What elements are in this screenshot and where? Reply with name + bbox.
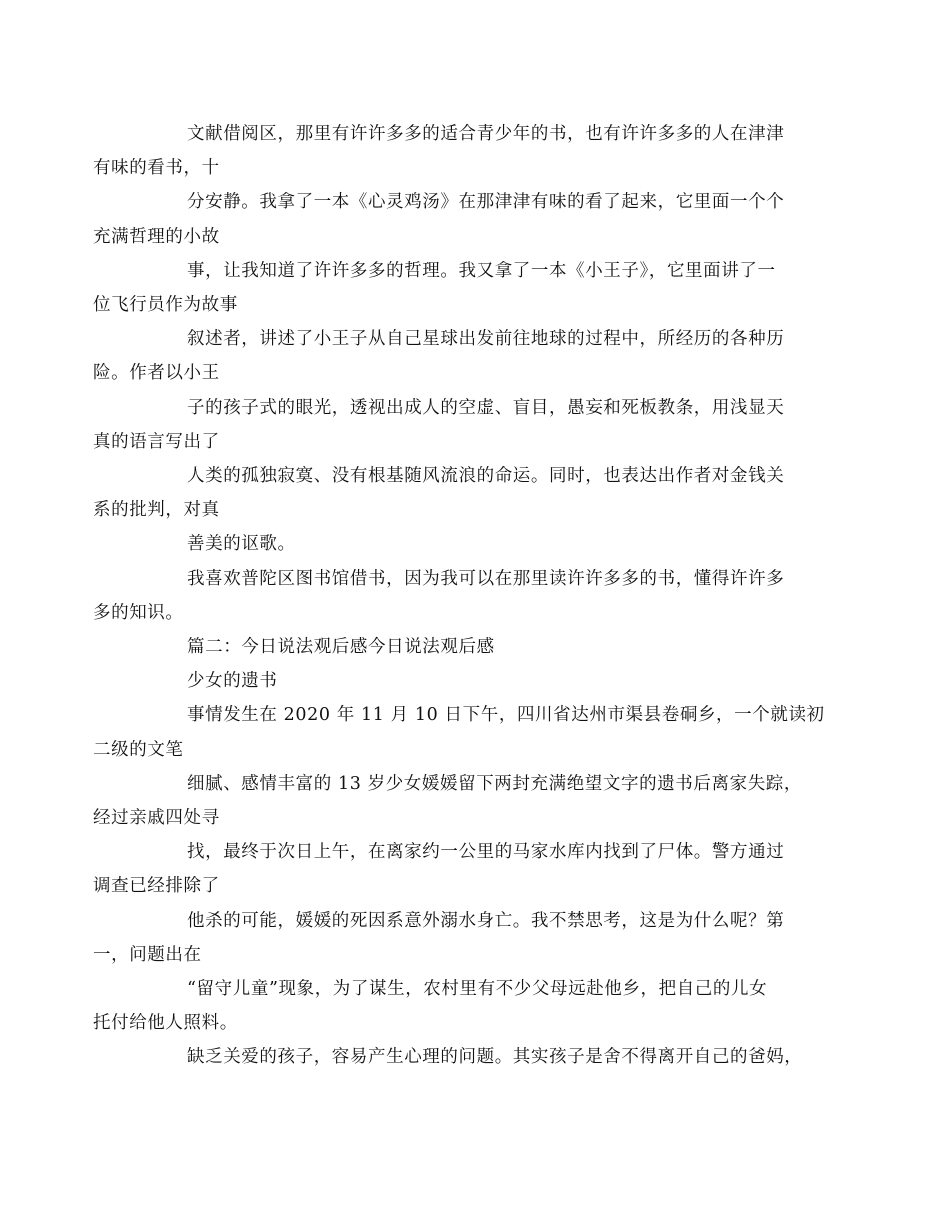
text-line: 找，最终于次日上午，在离家约一公里的马家水库内找到了尸体。警方通过 (187, 842, 785, 863)
paragraph (93, 117, 820, 185)
paragraph (93, 767, 820, 835)
text-line: 文献借阅区，那里有许许多多的适合青少年的书，也有许许多多的人在津津 (187, 124, 785, 144)
paragraph (93, 185, 820, 253)
text-line: 多的知识。 (93, 602, 184, 623)
text-line: 分安静。我拿了一本《心灵鸡汤》在那津津有味的看了起来，它里面一个个 (187, 192, 785, 213)
paragraph (93, 904, 820, 972)
text-line: 二级的文笔 (93, 739, 184, 760)
paragraph (93, 698, 825, 766)
article-title (140, 664, 820, 698)
text-line: 缺乏关爱的孩子，容易产生心理的问题。其实孩子是舍不得离开自己的爸妈， (187, 1047, 803, 1068)
text-line: 子的孩子式的眼光，透视出成人的空虚、盲目，愚妄和死板教条，用浅显天 (187, 397, 785, 418)
text-line: 系的批判，对真 (93, 500, 220, 521)
paragraph (93, 972, 820, 1040)
text-line: 经过亲戚四处寻 (93, 808, 220, 829)
text-line: 事，让我知道了许许多多的哲理。我又拿了一本《小王子》，它里面讲了一 (187, 260, 776, 281)
paragraph (93, 835, 820, 903)
text-line: 叙述者，讲述了小王子从自己星球出发前往地球的过程中，所经历的各种历 (187, 329, 785, 350)
paragraph (93, 391, 820, 459)
document-body (93, 117, 825, 1075)
paragraph (140, 1040, 820, 1074)
paragraph (140, 527, 820, 561)
paragraph (93, 459, 820, 527)
text-line: 人类的孤独寂寞、没有根基随风流浪的命运。同时，也表达出作者对金钱关 (187, 466, 785, 487)
paragraph (93, 254, 820, 322)
text-line: 位飞行员作为故事 (93, 295, 238, 316)
text-line: 充满哲理的小故 (93, 226, 220, 247)
text-line: 托付给他人照料。 (93, 1013, 238, 1034)
text-line: 善美的讴歌。 (187, 534, 296, 555)
text-line: 险。作者以小王 (93, 363, 220, 384)
text-line: 事情发生在 2020 年 11 月 10 日下午，四川省达州市渠县卷硐乡，一个就读初 (187, 705, 825, 726)
paragraph (93, 562, 820, 630)
text-line: 有味的看书，十 (93, 158, 220, 179)
text-line: 他杀的可能，媛媛的死因系意外溺水身亡。我不禁思考，这是为什么呢？第 (187, 910, 785, 931)
paragraph (93, 322, 820, 390)
text-line: 少女的遗书 (187, 671, 278, 692)
text-line: 真的语言写出了 (93, 431, 220, 452)
text-line: 我喜欢普陀区图书馆借书，因为我可以在那里读许许多多的书，懂得许许多 (187, 568, 785, 589)
section-heading (140, 630, 820, 664)
text-line: 篇二：今日说法观后感今日说法观后感 (187, 637, 495, 658)
text-line: 调查已经排除了 (93, 876, 220, 897)
text-line: “留守儿童”现象，为了谋生，农村里有不少父母远赴他乡，把自己的儿女 (187, 979, 768, 1000)
text-line: 一，问题出在 (93, 944, 202, 965)
text-line: 细腻、感情丰富的 13 岁少女媛媛留下两封充满绝望文字的遗书后离家失踪， (187, 773, 802, 794)
